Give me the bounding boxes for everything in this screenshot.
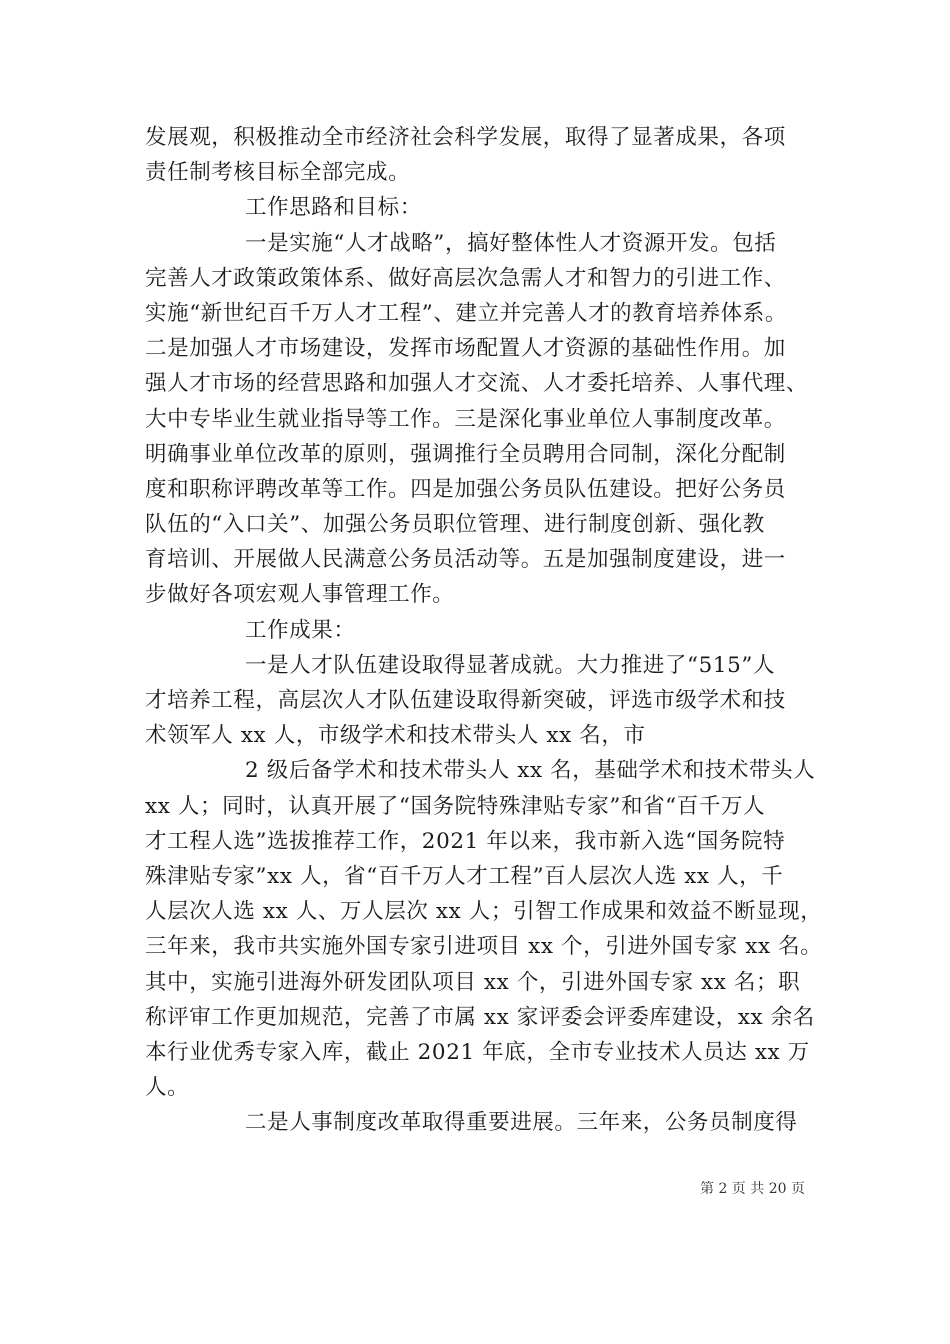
text-line: 步做好各项宏观人事管理工作。 bbox=[145, 582, 455, 608]
text-line: 发展观，积极推动全市经济社会科学发展，取得了显著成果，各项 bbox=[145, 125, 786, 150]
text-line: 三年来，我市共实施外国专家引进项目 xx 个，引进外国专家 xx 名。 bbox=[145, 934, 823, 960]
text-line: 其中，实施引进海外研发团队项目 xx 个，引进外国专家 xx 名；职 bbox=[145, 969, 801, 995]
text-line: 强人才市场的经营思路和加强人才交流、人才委托培养、人事代理、 bbox=[145, 371, 809, 397]
text-line: 队伍的“入口关”、加强公务员职位管理、进行制度创新、强化教 bbox=[145, 512, 765, 538]
text-line: 人。 bbox=[145, 1075, 190, 1101]
text-line: 人层次人选 xx 人、万人层次 xx 人；引智工作成果和效益不断显现， bbox=[145, 899, 823, 925]
text-line: 2 级后备学术和技术带头人 xx 名，基础学术和技术带头人 bbox=[245, 758, 816, 784]
text-line: 大中专毕业生就业指导等工作。三是深化事业单位人事制度改革。 bbox=[145, 406, 786, 432]
document-body bbox=[145, 120, 825, 1140]
text-line: 责任制考核目标全部完成。 bbox=[145, 160, 411, 186]
text-line: 才培养工程，高层次人才队伍建设取得新突破，评选市级学术和技 bbox=[145, 688, 786, 713]
text-line: 术领军人 xx 人，市级学术和技术带头人 xx 名，市 bbox=[145, 723, 646, 749]
section-heading: 工作成果： bbox=[245, 617, 356, 643]
text-line: 完善人才政策政策体系、做好高层次急需人才和智力的引进工作、 bbox=[145, 265, 786, 291]
text-line: 实施“新世纪百千万人才工程”、建立并完善人才的教育培养体系。 bbox=[145, 300, 787, 326]
text-line: 称评审工作更加规范，完善了市属 xx 家评委会评委库建设，xx 余名 bbox=[145, 1004, 815, 1030]
page-number: 第 2 页 共 20 页 bbox=[700, 1181, 805, 1197]
text-line: 度和职称评聘改革等工作。四是加强公务员队伍建设。把好公务员 bbox=[145, 476, 786, 502]
text-line: 才工程人选”选拔推荐工作，2021 年以来，我市新入选“国务院特 bbox=[145, 828, 786, 854]
text-line: 本行业优秀专家入库，截止 2021 年底，全市专业技术人员达 xx 万 bbox=[145, 1039, 810, 1065]
text-line: 殊津贴专家”xx 人，省“百千万人才工程”百人层次人选 xx 人，千 bbox=[145, 863, 784, 889]
text-line: 明确事业单位改革的原则，强调推行全员聘用合同制，深化分配制 bbox=[145, 441, 786, 467]
text-line: xx 人；同时，认真开展了“国务院特殊津贴专家”和省“百千万人 bbox=[145, 793, 766, 819]
text-line: 一是实施“人才战略”，搞好整体性人才资源开发。包括 bbox=[245, 230, 777, 256]
text-line: 二是人事制度改革取得重要进展。三年来，公务员制度得 bbox=[245, 1110, 798, 1136]
text-line: 一是人才队伍建设取得显著成就。大力推进了“515”人 bbox=[245, 652, 776, 678]
section-heading: 工作思路和目标： bbox=[245, 195, 422, 221]
text-line: 二是加强人才市场建设，发挥市场配置人才资源的基础性作用。加 bbox=[145, 336, 786, 362]
text-line: 育培训、开展做人民满意公务员活动等。五是加强制度建设，进一 bbox=[145, 547, 786, 573]
